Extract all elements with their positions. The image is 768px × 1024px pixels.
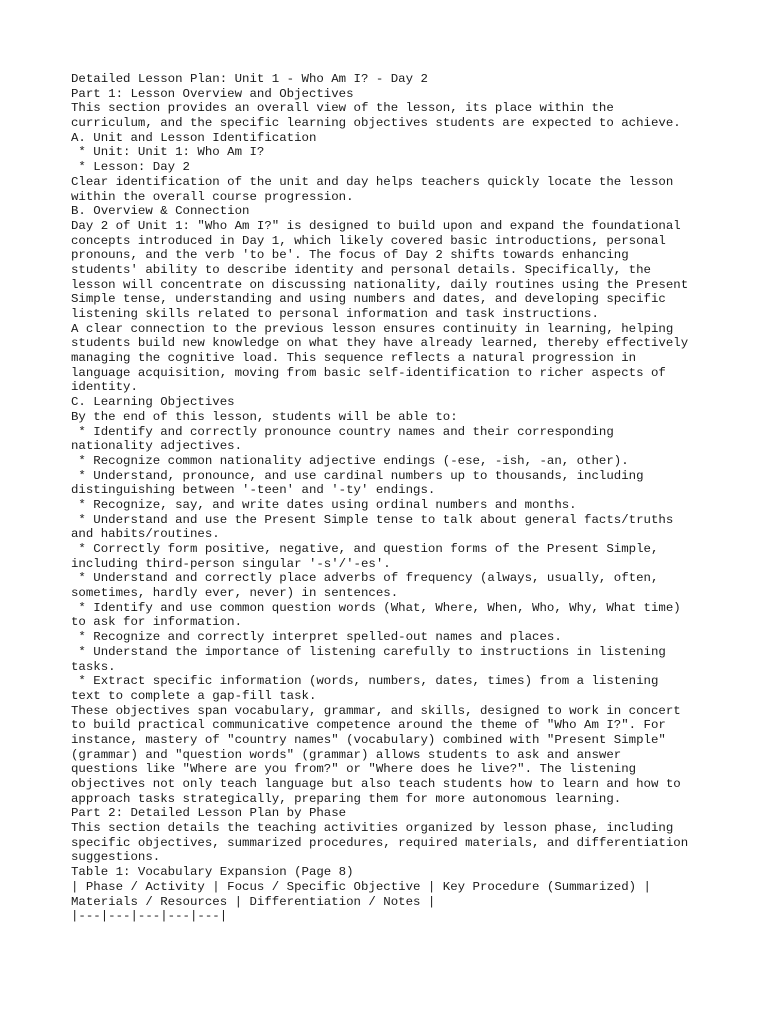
paragraph-line: By the end of this lesson, students will be able to: (71, 409, 458, 424)
paragraph-line: questions like "Where are you from?" or "Where does he live?". The listening (71, 762, 637, 777)
paragraph-line: language acquisition, moving from basic self-identification to richer aspects of (71, 365, 666, 380)
section-heading-part-2: Part 2: Detailed Lesson Plan by Phase (71, 806, 347, 821)
paragraph-line: pronouns, and the verb 'to be'. The focus of Day 2 shifts towards enhancing (71, 248, 629, 263)
bullet-continuation: including third-person singular '-s'/'-es'. (71, 556, 391, 571)
paragraph-line: (grammar) and "question words" (grammar) allows students to ask and answer (71, 747, 622, 762)
section-heading-part-1: Part 1: Lesson Overview and Objectives (71, 86, 354, 101)
bullet-continuation: nationality adjectives. (71, 439, 243, 454)
paragraph-line: within the overall course progression. (71, 189, 354, 204)
bullet-continuation: to ask for information. (71, 615, 243, 630)
paragraph-line: lesson will concentrate on discussing nationality, daily routines using the Present (71, 277, 689, 292)
bullet-continuation: and habits/routines. (71, 527, 220, 542)
bullet-item: * Identify and correctly pronounce country names and their corresponding (71, 424, 614, 439)
bullet-item: * Recognize, say, and write dates using ordinal numbers and months. (71, 497, 577, 512)
paragraph-line: objectives not only teach language but also teach students how to learn and how to (71, 777, 681, 791)
table-caption: Table 1: Vocabulary Expansion (Page 8) (71, 865, 354, 880)
paragraph-line: students build new knowledge on what they have already learned, thereby effectively (71, 336, 689, 351)
paragraph-line: specific objectives, summarized procedures, required materials, and differentiation (71, 835, 689, 850)
table-header-row-continuation: Materials / Resources | Differentiation / Notes | (71, 894, 436, 909)
bullet-item: * Recognize common nationality adjective endings (-ese, -ish, -an, other). (71, 453, 629, 468)
paragraph-line: managing the cognitive load. This sequence reflects a natural progression in (71, 351, 637, 366)
bullet-item: * Understand and correctly place adverbs of frequency (always, usually, often, (71, 571, 659, 586)
bullet-continuation: sometimes, hardly ever, never) in sentences. (71, 586, 399, 601)
bullet-item: * Unit: Unit 1: Who Am I? (71, 145, 265, 160)
subsection-heading-c: C. Learning Objectives (71, 395, 235, 410)
paragraph-line: students' ability to describe identity and personal details. Specifically, the (71, 262, 651, 277)
subsection-heading-a: A. Unit and Lesson Identification (71, 130, 317, 145)
table-header-row: | Phase / Activity | Focus / Specific Objective | Key Procedure (Summarized) | (71, 879, 651, 894)
table-separator-row: |---|---|---|---|---| (71, 909, 228, 924)
paragraph-line: This section provides an overall view of the lesson, its place within the (71, 101, 614, 116)
paragraph-line: to build practical communicative competence around the theme of "Who Am I?". For (71, 718, 666, 733)
document-body (71, 72, 731, 924)
bullet-item: * Recognize and correctly interpret spelled-out names and places. (71, 630, 562, 645)
paragraph-line: identity. (71, 380, 138, 395)
bullet-continuation: tasks. (71, 659, 116, 674)
document-title: Detailed Lesson Plan: Unit 1 - Who Am I? - Day 2 (71, 72, 428, 86)
bullet-item: * Understand and use the Present Simple tense to talk about general facts/truths (71, 512, 674, 527)
bullet-item: * Understand, pronounce, and use cardinal numbers up to thousands, including (71, 468, 644, 483)
bullet-item: * Understand the importance of listening carefully to instructions in listening (71, 644, 666, 659)
subsection-heading-b: B. Overview & Connection (71, 204, 250, 219)
paragraph-line: suggestions. (71, 850, 161, 865)
paragraph-line: curriculum, and the specific learning objectives students are expected to achieve. (71, 116, 681, 131)
bullet-item: * Lesson: Day 2 (71, 160, 190, 175)
bullet-continuation: distinguishing between '-teen' and '-ty' endings. (71, 483, 436, 498)
bullet-item: * Extract specific information (words, numbers, dates, times) from a listening (71, 674, 659, 689)
paragraph-line: approach tasks strategically, preparing them for more autonomous learning. (71, 791, 622, 806)
paragraph-line: Day 2 of Unit 1: "Who Am I?" is designed to build upon and expand the foundational (71, 218, 681, 233)
bullet-item: * Identify and use common question words (What, Where, When, Who, Why, What time) (71, 600, 681, 615)
paragraph-line: A clear connection to the previous lesson ensures continuity in learning, helping (71, 321, 674, 336)
paragraph-line: instance, mastery of "country names" (vocabulary) combined with "Present Simple" (71, 732, 666, 747)
paragraph-line: This section details the teaching activities organized by lesson phase, including (71, 821, 674, 836)
paragraph-line: listening skills related to personal information and task instructions. (71, 307, 599, 321)
paragraph-line: These objectives span vocabulary, grammar, and skills, designed to work in concert (71, 703, 681, 718)
paragraph-line: Simple tense, understanding and using numbers and dates, and developing specific (71, 292, 666, 307)
paragraph-line: Clear identification of the unit and day helps teachers quickly locate the lesson (71, 174, 674, 189)
paragraph-line: concepts introduced in Day 1, which likely covered basic introductions, personal (71, 233, 666, 248)
bullet-continuation: text to complete a gap-fill task. (71, 688, 317, 703)
bullet-item: * Correctly form positive, negative, and question forms of the Present Simple, (71, 542, 659, 556)
